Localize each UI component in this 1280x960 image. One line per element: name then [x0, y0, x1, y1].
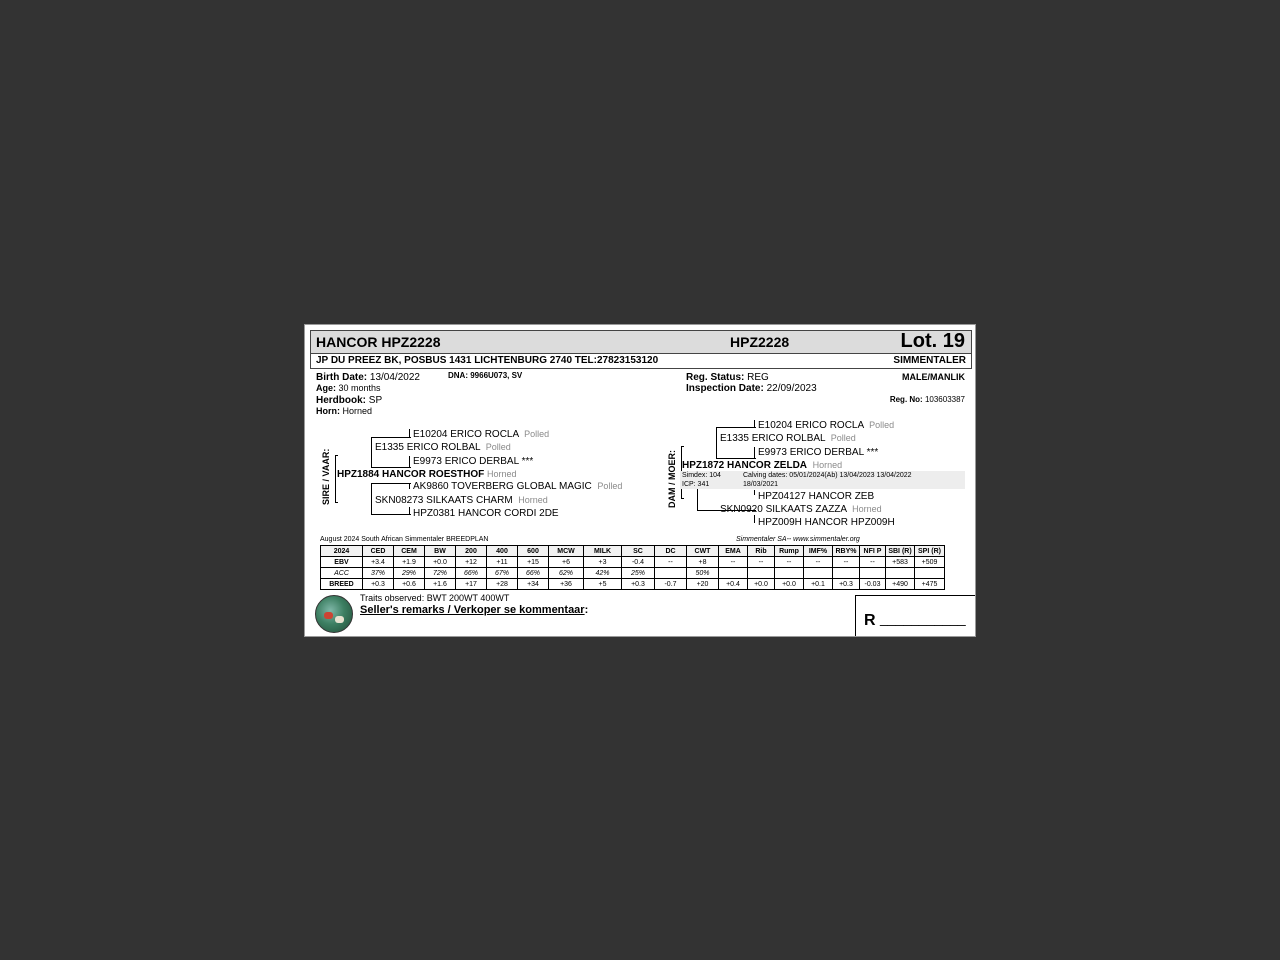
title-bar — [310, 330, 972, 354]
ds-name: E1335 ERICO ROLBAL — [720, 433, 826, 444]
acc-cell — [719, 568, 748, 579]
acc-cell: 62% — [549, 568, 584, 579]
ebv-header-cell: EMA — [719, 546, 748, 557]
ebv-table — [320, 545, 945, 590]
dam-name: HPZ1872 HANCOR ZELDA — [682, 460, 808, 471]
price-box[interactable] — [855, 595, 976, 637]
inspection-label: Inspection Date: — [686, 383, 764, 394]
acc-cell: 37% — [363, 568, 394, 579]
sd-name: SKN08273 SILKAATS CHARM — [375, 495, 513, 506]
reg-status — [686, 372, 769, 383]
breed-cell: +36 — [549, 579, 584, 590]
ebv-row — [321, 557, 945, 568]
ebv-header-cell: Rump — [775, 546, 804, 557]
ebv-cell: +3.4 — [363, 557, 394, 568]
animal-code: HPZ2228 — [730, 334, 790, 350]
acc-cell: 66% — [456, 568, 487, 579]
horn — [316, 406, 372, 416]
ebv-cell: +3 — [584, 557, 622, 568]
breed-cell: -0.7 — [655, 579, 687, 590]
ebv-header-cell: CWT — [687, 546, 719, 557]
ebv-cell: -- — [833, 557, 860, 568]
breed-cell: +490 — [886, 579, 915, 590]
breed-cell: +0.0 — [748, 579, 775, 590]
breed-cell: +5 — [584, 579, 622, 590]
herdbook-value: SP — [368, 395, 383, 406]
dam-dam — [720, 504, 882, 515]
reg-status-label: Reg. Status: — [686, 372, 745, 383]
acc-cell: 50% — [687, 568, 719, 579]
price-blank: ___________ — [880, 610, 966, 626]
dam-label: DAM / MOER: — [667, 450, 677, 508]
reg-status-value: REG — [747, 372, 769, 383]
dam-main — [682, 460, 842, 471]
sellers-remarks — [360, 604, 588, 616]
ebv-header-cell: CED — [363, 546, 394, 557]
ebv-header-cell: NFI P — [860, 546, 886, 557]
sire-main — [337, 469, 517, 480]
birth-date — [316, 372, 420, 383]
ebv-cell: -- — [860, 557, 886, 568]
sire-label: SIRE / VAAR: — [321, 448, 331, 505]
age-value: 30 months — [338, 383, 381, 393]
breedplan-source: Simmentaler SA-- www.simmentaler.org — [736, 536, 860, 543]
remarks-label: Seller's remarks / Verkoper se kommentaar — [360, 604, 585, 616]
breedplan-caption: August 2024 South African Simmentaler BREEDPLAN — [320, 536, 489, 543]
herdbook-label: Herdbook: — [316, 395, 366, 406]
ebv-cell: -- — [655, 557, 687, 568]
breed-cell: +0.3 — [622, 579, 655, 590]
animal-name: HANCOR HPZ2228 — [316, 334, 441, 350]
breed-cell: BREED — [321, 579, 363, 590]
dam-dam-sire: HPZ04127 HANCOR ZEB — [758, 491, 875, 502]
breed-cell: -0.03 — [860, 579, 886, 590]
dna: DNA: 9966U073, SV — [448, 371, 523, 380]
dss-name: E10204 ERICO ROCLA — [758, 420, 864, 431]
ebv-cell: +6 — [549, 557, 584, 568]
ebv-header-cell: RBY% — [833, 546, 860, 557]
ebv-header-cell: MCW — [549, 546, 584, 557]
acc-cell — [748, 568, 775, 579]
reg-no-value: 103603387 — [924, 395, 965, 404]
ebv-header-cell: CEM — [394, 546, 425, 557]
ebv-cell: +1.9 — [394, 557, 425, 568]
dam-sire-sire — [758, 420, 894, 431]
acc-cell: 42% — [584, 568, 622, 579]
breed-cell: +0.6 — [394, 579, 425, 590]
sire-horn: Horned — [487, 469, 517, 479]
ebv-cell: -- — [748, 557, 775, 568]
sire-dam-sire — [413, 481, 622, 492]
ss-horn: Polled — [485, 442, 511, 452]
remarks-colon: : — [584, 604, 589, 616]
ebv-header-cell: 2024 — [321, 546, 363, 557]
dam-sire — [720, 433, 856, 444]
breed-cell: +20 — [687, 579, 719, 590]
reg-no-label: Reg. No: — [889, 395, 923, 404]
sss-horn: Polled — [524, 429, 550, 439]
horn-value: Horned — [342, 406, 373, 416]
acc-cell — [860, 568, 886, 579]
breed-cell: +0.3 — [363, 579, 394, 590]
breed-cell: +0.3 — [833, 579, 860, 590]
ebv-header-cell: BW — [425, 546, 456, 557]
ebv-header-cell: DC — [655, 546, 687, 557]
acc-cell — [775, 568, 804, 579]
ebv-header-cell: MILK — [584, 546, 622, 557]
sire-sire-sire — [413, 429, 549, 440]
owner-address: JP DU PREEZ BK, POSBUS 1431 LICHTENBURG 2740 TEL:27823153120 — [316, 355, 659, 366]
ds-horn: Polled — [830, 433, 856, 443]
simdex: Simdex: 104 — [682, 472, 721, 479]
ebv-cell: +11 — [487, 557, 518, 568]
acc-cell: 66% — [518, 568, 549, 579]
ebv-header-row — [321, 546, 945, 557]
ebv-cell: -- — [719, 557, 748, 568]
sss-name: E10204 ERICO ROCLA — [413, 429, 519, 440]
icp: ICP: 341 — [682, 481, 710, 488]
ebv-cell: -- — [775, 557, 804, 568]
breed-cell: +34 — [518, 579, 549, 590]
age-label: Age: — [316, 383, 336, 393]
ebv-header-cell: IMF% — [804, 546, 833, 557]
ebv-header-cell: 600 — [518, 546, 549, 557]
acc-cell — [915, 568, 945, 579]
ebv-header-cell: 400 — [487, 546, 518, 557]
lot-number: Lot. 19 — [900, 330, 965, 352]
ebv-cell: +8 — [687, 557, 719, 568]
dam-sire-dam: E9973 ERICO DERBAL *** — [758, 447, 879, 458]
acc-cell: 72% — [425, 568, 456, 579]
sds-name: AK9860 TOVERBERG GLOBAL MAGIC — [413, 481, 592, 492]
reg-no — [890, 395, 965, 404]
acc-cell: 67% — [487, 568, 518, 579]
sd-horn: Horned — [518, 495, 548, 505]
dss-horn: Polled — [869, 420, 895, 430]
dd-horn: Horned — [852, 504, 882, 514]
ebv-cell: +0.0 — [425, 557, 456, 568]
breed-cell: +28 — [487, 579, 518, 590]
breed-cell: +475 — [915, 579, 945, 590]
age — [316, 383, 381, 393]
traits-observed: Traits observed: BWT 200WT 400WT — [360, 593, 510, 603]
sire-dam-dam: HPZ0381 HANCOR CORDI 2DE — [413, 508, 559, 519]
acc-row — [321, 568, 945, 579]
breed-society-logo-icon — [315, 595, 353, 633]
acc-cell — [804, 568, 833, 579]
acc-cell — [833, 568, 860, 579]
birth-label: Birth Date: — [316, 372, 368, 383]
ebv-cell: EBV — [321, 557, 363, 568]
lot-card — [304, 324, 976, 637]
sire-name: HPZ1884 HANCOR ROESTHOF — [337, 469, 485, 480]
breed-cell: +0.1 — [804, 579, 833, 590]
ebv-header-cell: SC — [622, 546, 655, 557]
breed-cell: +1.6 — [425, 579, 456, 590]
ebv-header-cell: SPI (R) — [915, 546, 945, 557]
ebv-cell: +509 — [915, 557, 945, 568]
acc-cell: ACC — [321, 568, 363, 579]
sex: MALE/MANLIK — [902, 372, 965, 382]
breed: SIMMENTALER — [893, 355, 966, 366]
inspection-date — [686, 383, 817, 394]
acc-cell — [655, 568, 687, 579]
ss-name: E1335 ERICO ROLBAL — [375, 442, 481, 453]
sire-dam — [375, 495, 548, 506]
birth-value: 13/04/2022 — [369, 372, 420, 383]
ebv-cell: +12 — [456, 557, 487, 568]
ebv-header-cell: SBI (R) — [886, 546, 915, 557]
inspection-value: 22/09/2023 — [766, 383, 817, 394]
herdbook — [316, 395, 382, 406]
dam-dam-dam: HPZ009H HANCOR HPZ009H — [758, 517, 895, 528]
sire-sire — [375, 442, 511, 453]
horn-label: Horn: — [316, 406, 340, 416]
ebv-cell: -- — [804, 557, 833, 568]
dd-name: SKN0920 SILKAATS ZAZZA — [720, 504, 847, 515]
ebv-cell: +15 — [518, 557, 549, 568]
ebv-header-cell: 200 — [456, 546, 487, 557]
acc-cell — [886, 568, 915, 579]
acc-cell: 25% — [622, 568, 655, 579]
sds-horn: Polled — [597, 481, 623, 491]
owner-bar — [310, 354, 972, 369]
acc-cell: 29% — [394, 568, 425, 579]
ebv-cell: -0.4 — [622, 557, 655, 568]
calving-dates: Calving dates: 05/01/2024(Ab) 13/04/2023 13/04/2022 — [743, 472, 912, 479]
calving-dates-2: 18/03/2021 — [743, 481, 779, 488]
breed-cell: +17 — [456, 579, 487, 590]
breed-row — [321, 579, 945, 590]
ebv-cell: +583 — [886, 557, 915, 568]
breed-cell: +0.4 — [719, 579, 748, 590]
dam-horn: Horned — [812, 460, 843, 470]
ebv-header-cell: Rib — [748, 546, 775, 557]
sire-sire-dam: E9973 ERICO DERBAL *** — [413, 456, 534, 467]
breed-cell: +0.0 — [775, 579, 804, 590]
price-currency: R — [864, 612, 876, 629]
